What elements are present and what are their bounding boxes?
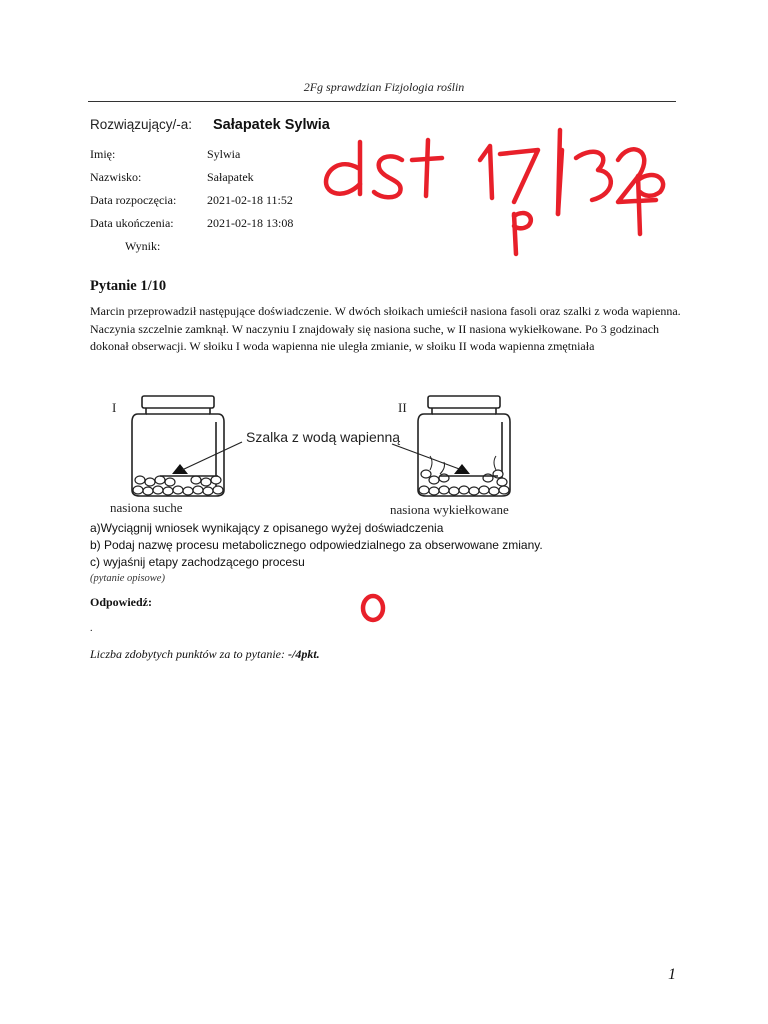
handwritten-answer-mark	[356, 590, 390, 626]
end-date-value: 2021-02-18 13:08	[207, 216, 294, 230]
caption-dry-seeds: nasiona suche	[110, 500, 183, 515]
points-line	[90, 647, 320, 662]
question-title: Pytanie 1/10	[90, 278, 167, 294]
solver-label: Rozwiązujący/-a:	[90, 117, 193, 132]
first-name-value: Sylwia	[207, 147, 241, 161]
first-name-label: Imię:	[90, 147, 116, 161]
subquestion-c: c) wyjaśnij etapy zachodzącego procesu	[90, 555, 305, 569]
document-header: 2Fg sprawdzian Fizjologia roślin	[303, 80, 465, 94]
question-type-hint: (pytanie opisowe)	[90, 573, 165, 584]
subquestion-b: b) Podaj nazwę procesu metabolicznego odpowiedzialnego za obserwowane zmiany.	[90, 538, 543, 552]
last-name-label: Nazwisko:	[90, 170, 142, 184]
question-text: Marcin przeprowadził następujące doświadczenie. W dwóch słoikach umieścił nasiona fasoli oraz szalki z woda wapienna. Naczynia szczelnie zamknął. W naczyniu I znajdowały się nasiona suche, w II nasiona wykiełkowane. Po 3 godzinach dokonał obserwacji. W słoiku I woda wapienna nie uległa zmianie, w słoiku II woda wapienna zmętniała	[90, 304, 681, 353]
end-date-label: Data ukończenia:	[90, 216, 174, 230]
header-divider	[88, 101, 676, 102]
result-label: Wynik:	[125, 239, 161, 253]
jar-two-label: II	[398, 400, 407, 415]
handwritten-grade	[300, 110, 680, 270]
page-number: 1	[668, 966, 676, 983]
jar-one-label: I	[112, 400, 117, 415]
solver-name: Sałapatek Sylwia	[213, 117, 330, 133]
dish-callout: Szalka z wodą wapienną	[246, 429, 401, 445]
last-name-value: Sałapatek	[207, 170, 254, 184]
start-date-value: 2021-02-18 11:52	[207, 193, 293, 207]
caption-germinated-seeds: nasiona wykiełkowane	[390, 502, 509, 517]
answer-label: Odpowiedź:	[90, 595, 153, 609]
subquestion-a: a)Wyciągnij wniosek wynikający z opisanego wyżej doświadczenia	[90, 521, 444, 535]
points-prefix: Liczba zdobytych punktów za to pytanie:	[90, 647, 288, 661]
points-value: -/4pkt.	[287, 647, 320, 661]
answer-value: .	[90, 623, 93, 634]
start-date-label: Data rozpoczęcia:	[90, 193, 177, 207]
experiment-figure	[100, 390, 540, 520]
